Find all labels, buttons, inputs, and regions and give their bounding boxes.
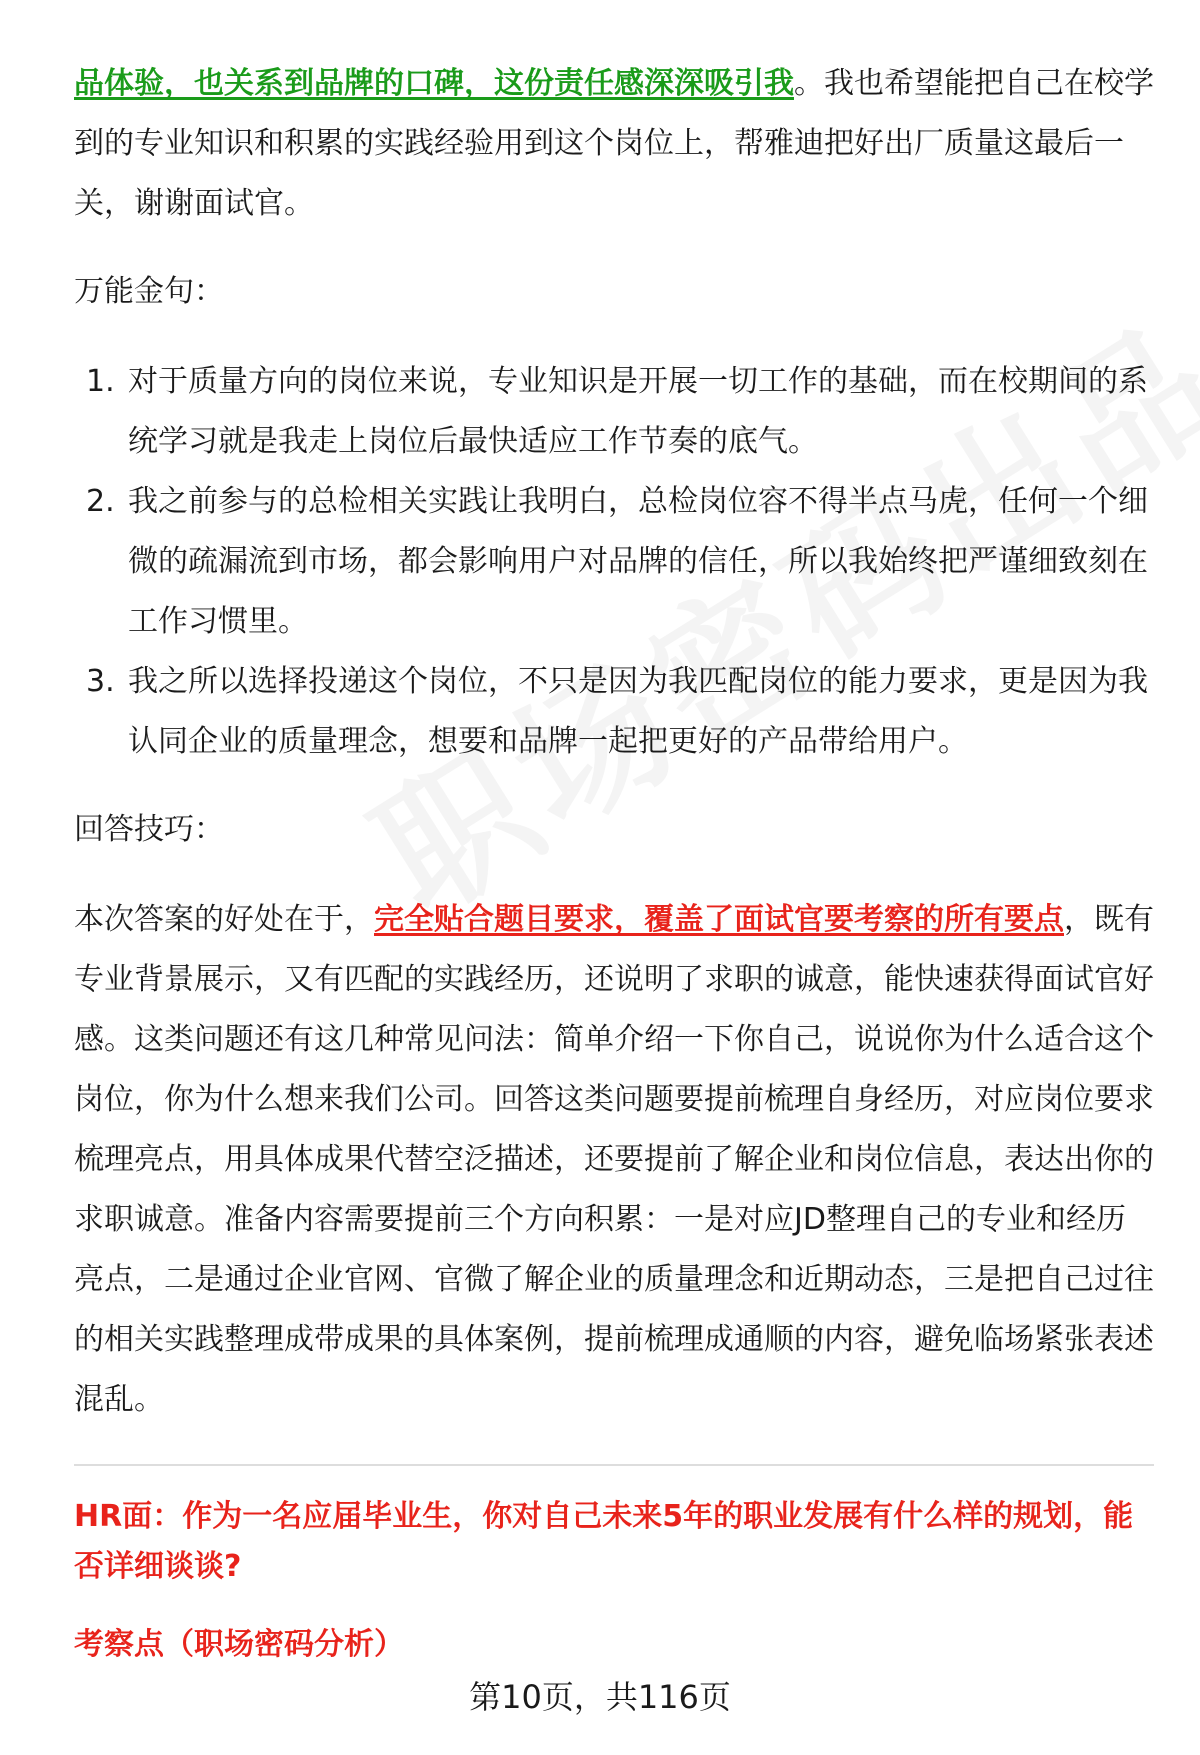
- document-page: [74, 54, 1154, 1670]
- golden-sentences-list: [74, 352, 1154, 772]
- hr-question-heading: HR面：作为一名应届毕业生，你对自己未来5年的职业发展有什么样的规划，能否详细谈谈?: [74, 1499, 1134, 1584]
- list-item-number: 1.: [86, 364, 115, 399]
- exam-point-heading: 考察点（职场密码分析）: [74, 1627, 404, 1662]
- intro-highlight: 品体验，也关系到品牌的口碑，这份责任感深深吸引我: [74, 66, 794, 101]
- list-item-number: 2.: [86, 484, 115, 519]
- page-number-footer: 第10页，共116页: [469, 1678, 731, 1716]
- list-item: [74, 352, 1154, 472]
- list-item-number: 3.: [86, 664, 115, 699]
- list-item-text: 我之前参与的总检相关实践让我明白，总检岗位容不得半点马虎，任何一个细微的疏漏流到市场，都会影响用户对品牌的信任，所以我始终把严谨细致刻在工作习惯里。: [128, 484, 1148, 639]
- answer-tips-label: 回答技巧：: [74, 812, 224, 847]
- intro-rest: 。我也希望能把自己在校学到的专业知识和积累的实践经验用到这个岗位上，帮雅迪把好出厂质量这最后一关，谢谢面试官。: [74, 66, 1154, 221]
- answer-tips-highlight: 完全贴合题目要求，覆盖了面试官要考察的所有要点: [374, 902, 1064, 937]
- list-item: [74, 472, 1154, 652]
- list-item-text: 对于质量方向的岗位来说，专业知识是开展一切工作的基础，而在校期间的系统学习就是我走上岗位后最快适应工作节奏的底气。: [128, 364, 1148, 459]
- section-divider: [74, 1464, 1154, 1466]
- list-item-text: 我之所以选择投递这个岗位，不只是因为我匹配岗位的能力要求，更是因为我认同企业的质量理念，想要和品牌一起把更好的产品带给用户。: [128, 664, 1148, 759]
- list-item: [74, 652, 1154, 772]
- golden-sentences-label: 万能金句：: [74, 274, 224, 309]
- answer-tips-rest: ，既有专业背景展示，又有匹配的实践经历，还说明了求职的诚意，能快速获得面试官好感。这类问题还有这几种常见问法：简单介绍一下你自己，说说你为什么适合这个岗位，你为什么想来我们公司。回答这类问题要提前梳理自身经历，对应岗位要求梳理亮点，用具体成果代替空泛描述，还要提前了解企业和岗位信息，表达出你的求职诚意。准备内容需要提前三个方向积累：一是对应JD整理自己的专业和经历亮点，二是通过企业官网、官微了解企业的质量理念和近期动态，三是把自己过往的相关实践整理成带成果的具体案例，提前梳理成通顺的内容，避免临场紧张表述混乱。: [74, 902, 1154, 1417]
- answer-tips-lead: 本次答案的好处在于，: [74, 902, 374, 937]
- intro-paragraph: [74, 54, 1154, 234]
- answer-tips-paragraph: [74, 890, 1154, 1430]
